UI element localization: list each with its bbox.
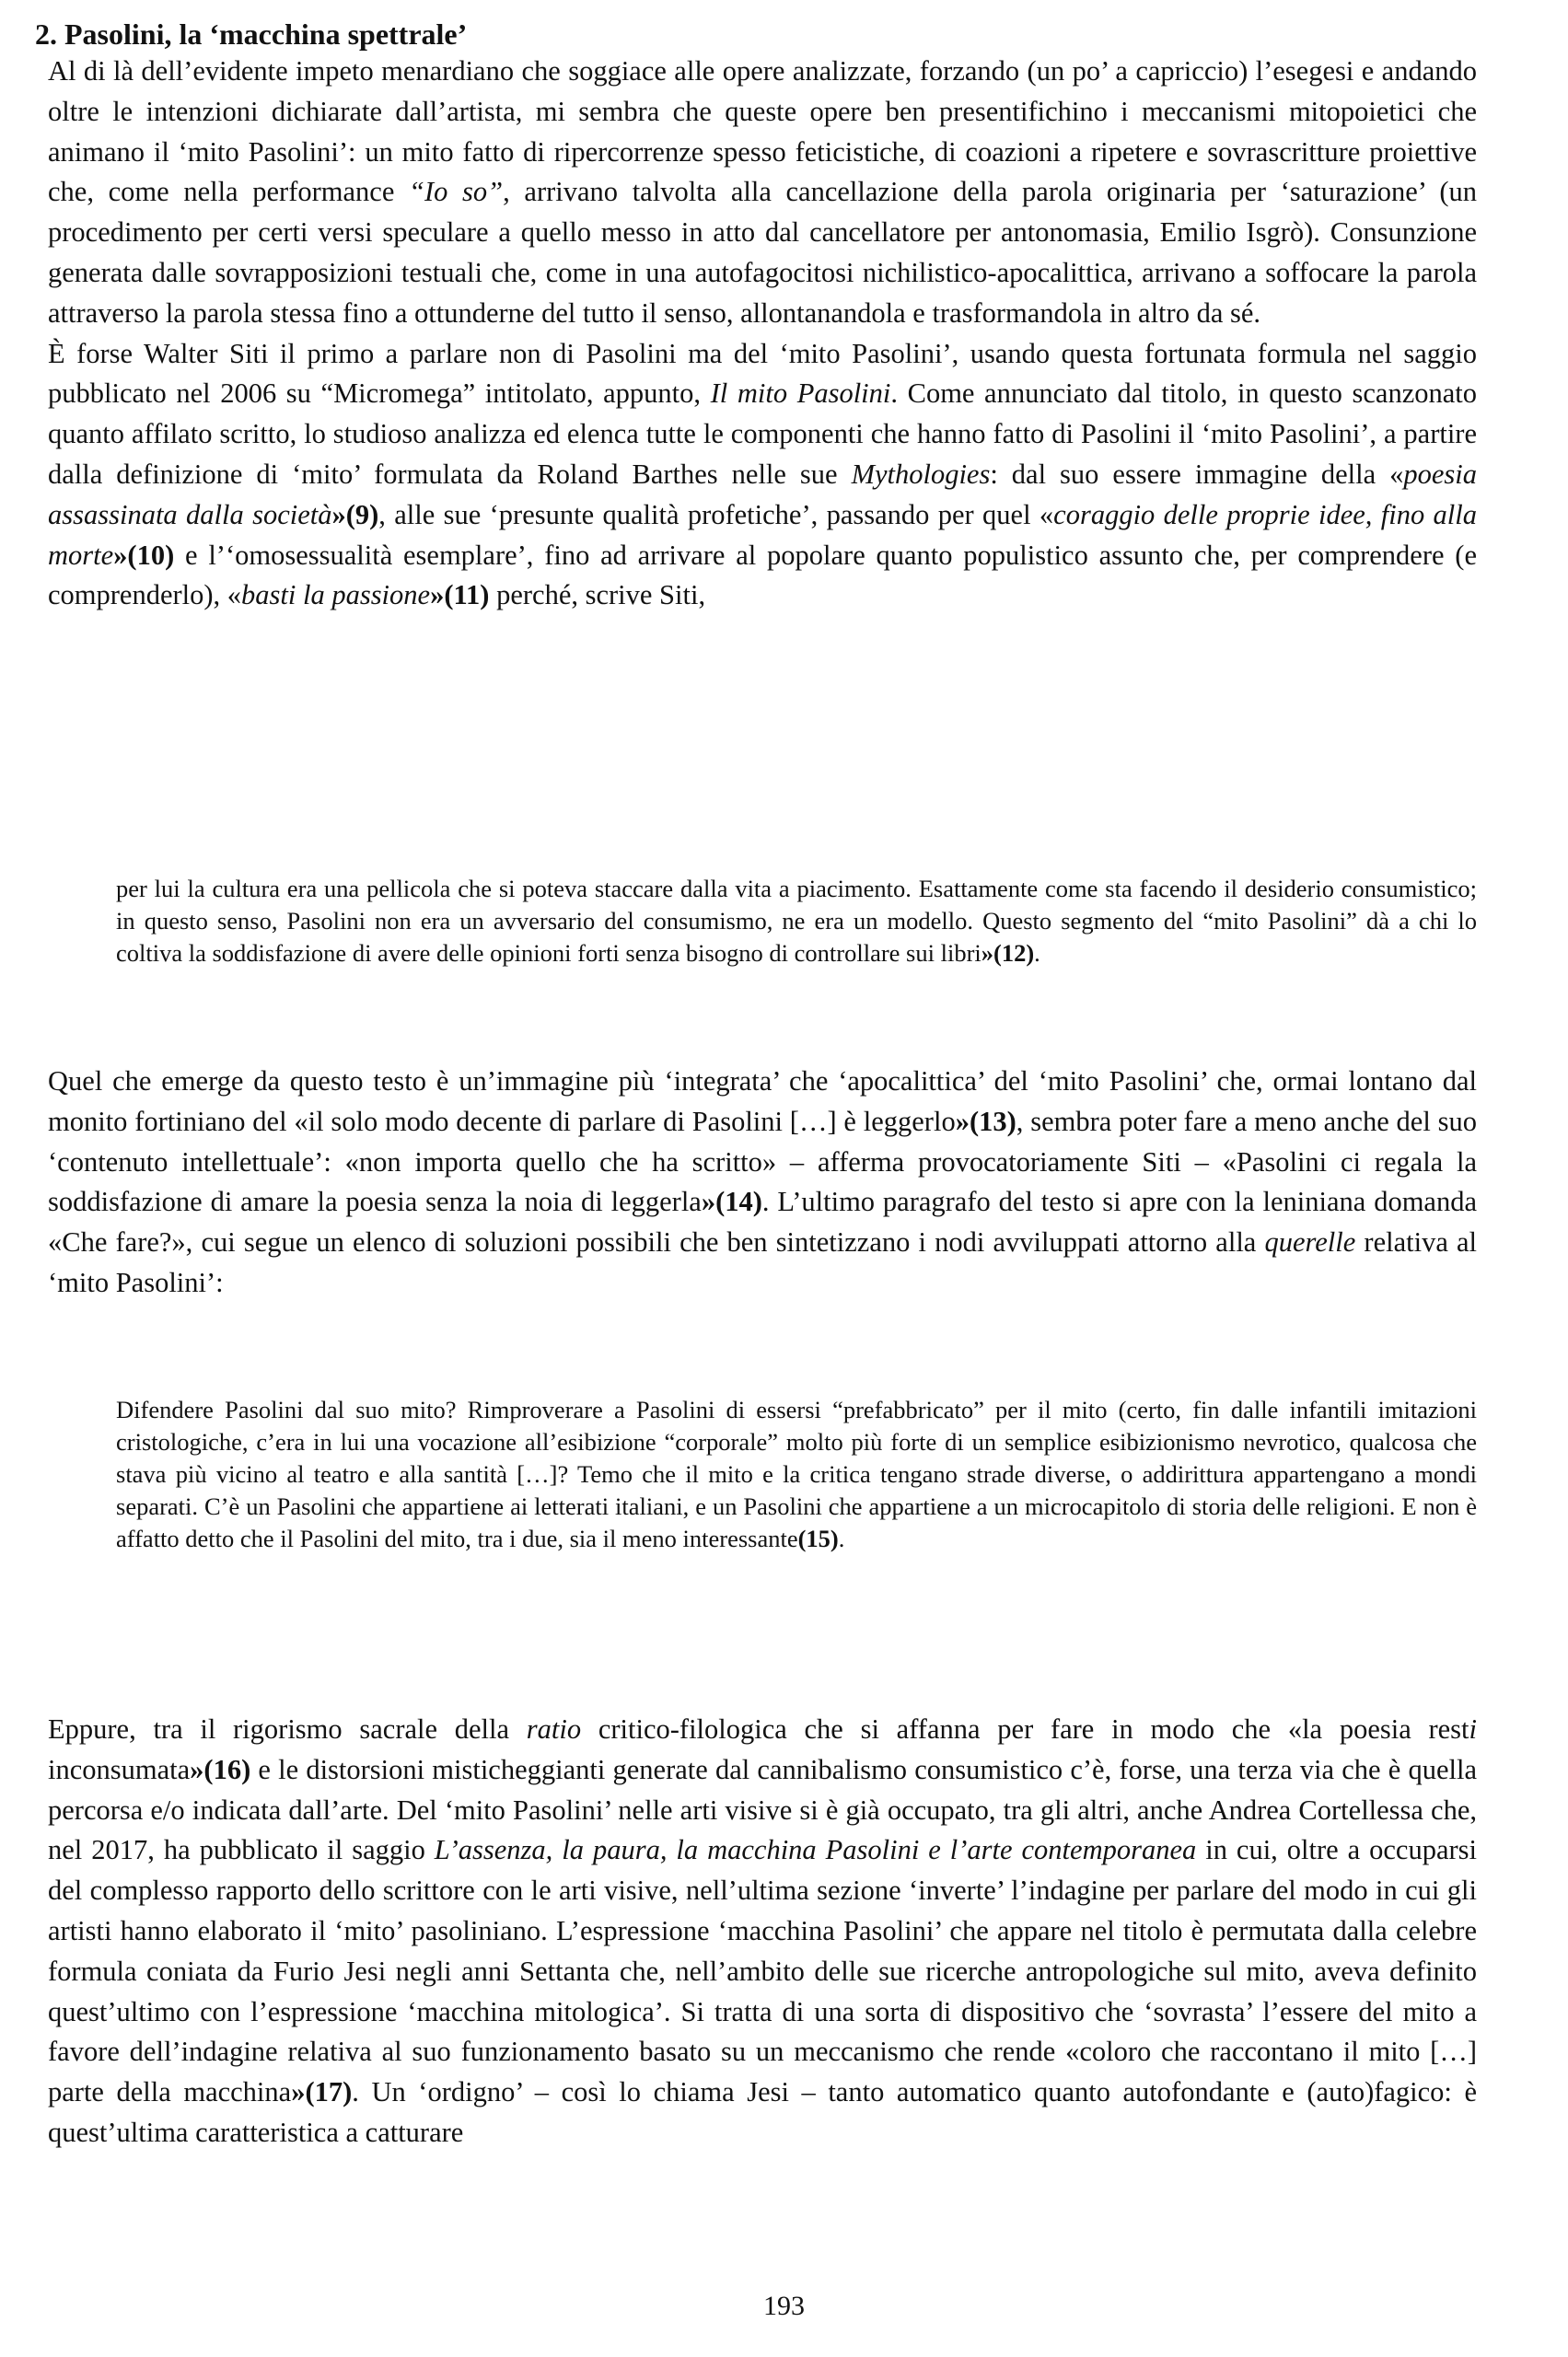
block-quote-1	[116, 873, 1477, 970]
body-paragraph-2	[48, 1062, 1477, 1304]
text-run: .	[838, 1525, 845, 1552]
text-run: e le distorsioni misticheggianti generate dal cannibalismo consumistico c’è, forse, una terza via che è quella percorsa e/o indicata dall’arte. Del ‘mito Pasolini’ nelle arti visive si è già occupato, tra gli altri, anche Andrea Cortellessa che, nel 2017, ha pubblicato il saggio	[48, 1753, 1477, 1866]
footnote-ref-16: »(16)	[190, 1753, 251, 1785]
footnote-ref-14: »(14)	[701, 1186, 762, 1218]
text-run: inconsumata	[48, 1753, 191, 1785]
text-run: È forse Walter Siti il primo a parlare non di Pasolini ma del ‘mito Pasolini’, usando questa fortunata formula nel saggio pubblicato nel 2006 su “Micromega” intitolato, appunto,	[48, 337, 1477, 410]
body-paragraph-1	[48, 52, 1477, 616]
term-querelle: querelle	[1264, 1226, 1356, 1259]
artwork-title-io-so: “Io so”	[409, 176, 504, 208]
text-run: . Come annunciato dal titolo, in questo scanzonato quanto affilato scritto, lo studioso analizza ed elenca tutte le componenti che hanno fatto di Pasolini il ‘mito Pasolini’, a partire dalla definizione di ‘mito’ formulata da Roland Barthes nelle sue	[48, 377, 1477, 490]
essay-title-il-mito-pasolini: Il mito Pasolini	[710, 377, 891, 410]
page-number: 193	[763, 2291, 805, 2321]
text-run: . L’ultimo paragrafo del testo si apre con la leniniana domanda «Che fare?», cui segue un elenco di soluzioni possibili che ben sintetizzano i nodi avviluppati attorno alla	[48, 1186, 1477, 1259]
book-title-l-assenza: L’assenza, la paura, la macchina Pasolini e l’arte contemporanea	[434, 1834, 1197, 1866]
footnote-ref-10: »(10)	[113, 539, 175, 571]
text-run: perché, scrive Siti,	[489, 579, 706, 611]
text-run: e l’‘omosessualità esemplare’, fino ad arrivare al popolare quanto populistico assunto che, per comprendere (e comprenderlo), «	[48, 539, 1477, 611]
inline-quote: poesia assassinata dalla società	[48, 458, 1477, 530]
text-run: .	[1034, 939, 1040, 967]
inline-quote: basti la passione	[241, 579, 431, 611]
text-run: Quel che emerge da questo testo è un’immagine più ‘integrata’ che ‘apocalittica’ del ‘mito Pasolini’ che, ormai lontano dal monito fortiniano del «il solo modo decente di parlare di Pasolini […] è leggerlo	[48, 1065, 1477, 1137]
inline-quote: coraggio delle proprie idee, fino alla morte	[48, 498, 1477, 571]
footnote-ref-13: »(13)	[955, 1105, 1016, 1137]
footnote-ref-17: »(17)	[291, 2076, 353, 2108]
text-run: . Un ‘ordigno’ – così lo chiama Jesi – tanto automatico quanto autofondante e (auto)fagico: è quest’ultima caratteristica a catturare	[48, 2076, 1477, 2148]
quote-text: Difendere Pasolini dal suo mito? Rimproverare a Pasolini di essersi “prefabbricato” per il mito (certo, fin dalle infantili imitazioni cristologiche, c’era in lui una vocazione all’esibizione “corporale” molto più forte di un semplice esibizionismo nevrotico, qualcosa che stava più vicino al teatro e alla santità […]? Temo che il mito e la critica tengano strade diverse, o addirittura appartengano a mondi separati. C’è un Pasolini che appartiene ai letterati italiani, e un Pasolini che appartiene a un microcapitolo di storia delle religioni. E non è affatto detto che il Pasolini del mito, tra i due, sia il meno interessante	[116, 1396, 1477, 1552]
footnote-ref-9: »(9)	[331, 498, 379, 530]
italic-letter: i	[1469, 1713, 1477, 1745]
text-run: : dal suo essere immagine della «	[990, 458, 1404, 490]
term-ratio: ratio	[526, 1713, 582, 1745]
text-run: Al di là dell’evidente impeto menardiano che soggiace alle opere analizzate, forzando (un po’ a capriccio) l’esegesi e andando oltre le intenzioni dichiarate dall’artista, mi sembra che queste opere ben presentifichino i meccanismi mitopoietici che animano il ‘mito Pasolini’: un mito fatto di ripercorrenze spesso feticistiche, di coazioni a ripetere e sovrascritture proiettive che, come nella performance	[48, 55, 1477, 208]
text-run: critico-filologica che si affanna per fare in modo che «la poesia rest	[581, 1713, 1469, 1745]
text-run: , sembra poter fare a meno anche del suo ‘contenuto intellettuale’: «non importa quello che ha scritto» – afferma provocatoriamente Siti – «Pasolini ci regala la soddisfazione di amare la poesia senza la noia di leggerla	[48, 1105, 1477, 1218]
block-quote-2	[116, 1394, 1477, 1555]
text-run: relativa al ‘mito Pasolini’:	[48, 1226, 1477, 1298]
text-run: Eppure, tra il rigorismo sacrale della	[48, 1713, 527, 1745]
quote-text: per lui la cultura era una pellicola che si poteva staccare dalla vita a piacimento. Esattamente come sta facendo il desiderio consumistico; in questo senso, Pasolini non era un avversario del consumismo, ne era un modello. Questo segmento del “mito Pasolini” dà a chi lo coltiva la soddisfazione di avere delle opinioni forti senza bisogno di controllare sui libri	[116, 875, 1477, 967]
text-run: , alle sue ‘presunte qualità profetiche’, passando per quel «	[378, 498, 1054, 530]
book-title-mythologies: Mythologies	[851, 458, 991, 490]
body-paragraph-3	[48, 1710, 1477, 2154]
text-run: in cui, oltre a occuparsi del complesso rapporto dello scrittore con le arti visive, nell’ultima sezione ‘inverte’ l’indagine per parlare del modo in cui gli artisti hanno elaborato il ‘mito’ pasoliniano. L’espressione ‘macchina Pasolini’ che appare nel titolo è permutata dalla celebre formula coniata da Furio Jesi negli anni Settanta che, nell’ambito delle sue ricerche antropologiche sul mito, aveva definito quest’ultimo con l’espressione ‘macchina mitologica’. Si tratta di una sorta di dispositivo che ‘sovrasta’ l’essere del mito a favore dell’indagine relativa al suo funzionamento basato su un meccanismo che rende «coloro che raccontano il mito […] parte della macchina	[48, 1834, 1477, 2108]
text-run: , arrivano talvolta alla cancellazione della parola originaria per ‘saturazione’ (un procedimento per certi versi speculare a quello messo in atto dal cancellatore per antonomasia, Emilio Isgrò). Consunzione generata dalle sovrapposizioni testuali che, come in una autofagocitosi nichilistico-apocalittica, arrivano a soffocare la parola attraverso la parola stessa fino a ottunderne del tutto il senso, allontanandola e trasformandola in altro da sé.	[48, 176, 1477, 329]
footnote-ref-11: »(11)	[430, 579, 490, 611]
footnote-ref-12: »(12)	[981, 939, 1035, 967]
footnote-ref-15: (15)	[797, 1525, 839, 1552]
section-heading: 2. Pasolini, la ‘macchina spettrale’	[35, 17, 468, 51]
